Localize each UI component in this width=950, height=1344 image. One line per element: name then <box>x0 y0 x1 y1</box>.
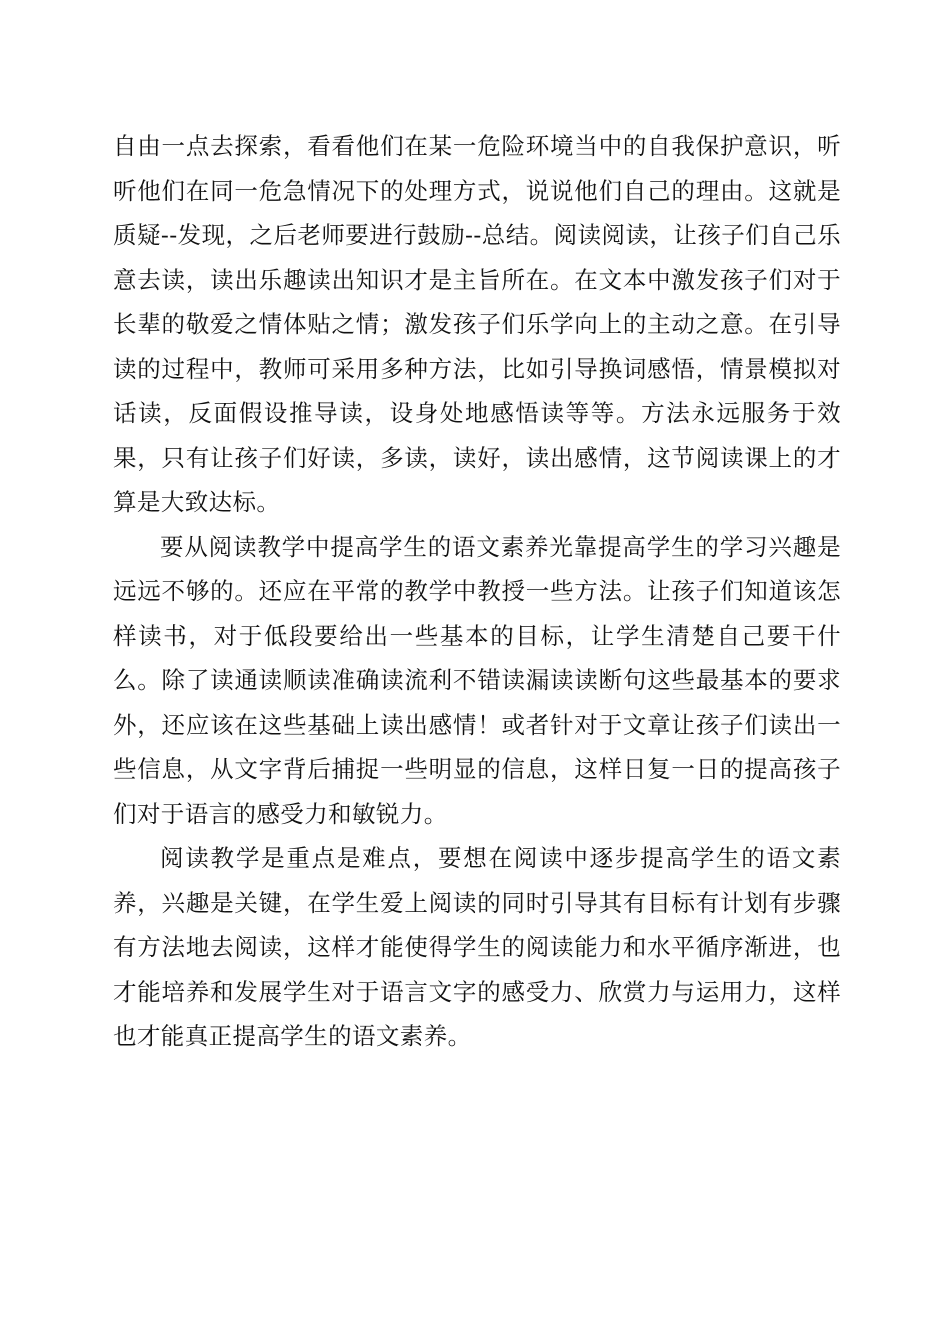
document-body <box>113 124 841 1059</box>
paragraph-1: 自由一点去探索，看看他们在某一危险环境当中的自我保护意识，听听他们在同一危急情况下的处理方式，说说他们自己的理由。这就是质疑--发现，之后老师要进行鼓励--总结。阅读阅读，让孩子们自己乐意去读，读出乐趣读出知识才是主旨所在。在文本中激发孩子们对于长辈的敬爱之情体贴之情；激发孩子们乐学向上的主动之意。在引导读的过程中，教师可采用多种方法，比如引导换词感悟，情景模拟对话读，反面假设推导读，设身处地感悟读等等。方法永远服务于效果，只有让孩子们好读，多读，读好，读出感情，这节阅读课上的才算是大致达标。 <box>113 132 841 516</box>
paragraph-3: 阅读教学是重点是难点，要想在阅读中逐步提高学生的语文素养，兴趣是关键，在学生爱上阅读的同时引导其有目标有计划有步骤有方法地去阅读，这样才能使得学生的阅读能力和水平循序渐进，也才能培养和发展学生对于语言文字的感受力、欣赏力与运用力，这样也才能真正提高学生的语文素养。 <box>113 844 841 1050</box>
paragraph-2: 要从阅读教学中提高学生的语文素养光靠提高学生的学习兴趣是远远不够的。还应在平常的教学中教授一些方法。让孩子们知道该怎样读书，对于低段要给出一些基本的目标，让学生清楚自己要干什么。除了读通读顺读准确读流利不错读漏读读断句这些最基本的要求外，还应该在这些基础上读出感情！或者针对于文章让孩子们读出一些信息，从文字背后捕捉一些明显的信息，这样日复一日的提高孩子们对于语言的感受力和敏锐力。 <box>113 532 841 828</box>
